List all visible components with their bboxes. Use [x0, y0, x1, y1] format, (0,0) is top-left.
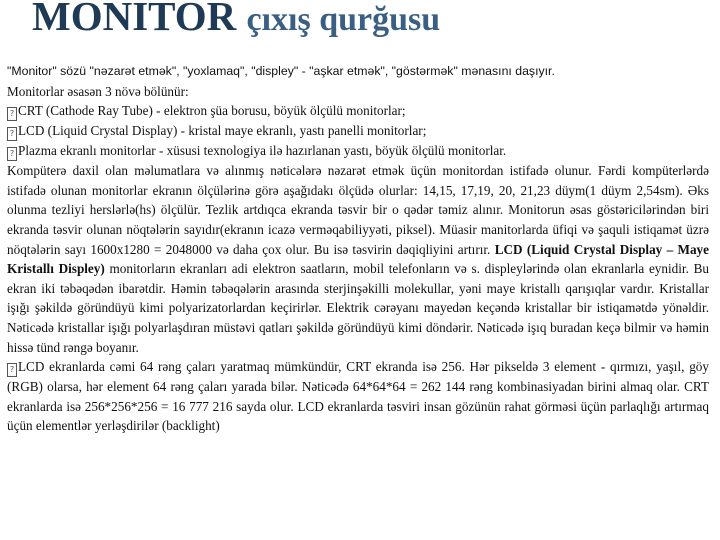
page-title: [32, 0, 440, 44]
classification-text: Monitorlar əsasən 3 növə bölünür:: [7, 83, 189, 99]
bullet-box-icon: ?: [7, 147, 17, 161]
paragraph-main-bold: LCD (Liquid Crystal Display – Maye Kristallı Displey): [7, 241, 709, 277]
bullet-item: [7, 101, 709, 121]
paragraph-main: [7, 161, 709, 357]
bullet-item: [7, 141, 709, 161]
bullet-item: [7, 121, 709, 141]
paragraph-main-start: Kompüterə daxil olan məlumatlara və alınmış nəticələrə nəzarət etmək üçün monitordan istifadə olunur. Fərdi kompüterlərdə istifadə olunan monitorlar ekranın ölçülərinə görə aşağıdakı ölçüdə olurlar: 14,15, 17,19, 20, 21,23 düym(1 düym 2,54sm). Əks olunma tezliyi herslərlə(hs) ölçülür. Tezlik artdıqca ekranda təsvir bir o qədər təmiz alınır. Monitorun əsas göstəricilərindən biri ekranda təsvir olunan nöqtələrin sayıdır(ekranın icazə verməqabiliyyəti, piksel). Müasir manitorlarda üfiqi və şaquli istiqamət üzrə nöqtələrin sayı 1600x1280 = 2048000 və daha çox olur. Bu isə təsvirin dəqiqliyini artırır.: [7, 163, 709, 257]
bullet-text: LCD (Liquid Crystal Display) - kristal maye ekranlı, yastı panelli monitorlar;: [18, 123, 427, 139]
bullet-text: CRT (Cathode Ray Tube) - elektron şüa borusu, böyük ölçülü monitorlar;: [18, 103, 406, 119]
title-sub: çıxış qurğusu: [246, 1, 441, 38]
title-main: MONITOR: [32, 0, 237, 39]
paragraph-lcd-colors: [7, 357, 709, 436]
paragraph-main-end: monitorların ekranları adi elektron saatların, mobil telefonların və s. displeylərində olan ekranlarla eynidir. Bu ekran iki təbəqədən ibarətdir. Həmin təbəqələrin arasında sterjinşəkilli molekullar, yəni maye kristallı qarışıqlar vardır. Kristallar işığı şəkildə göründüyü kimi polyarizatorlardan keçirirlər. Elektrik cərəyanı mayedən keçəndə kristallar bir istiqamətdə yönəldir. Nəticədə kristallar işığı polyarlaşdıran müstəvi qatları şəkildə göründüyü kimi döndərir. Nəticədə işıq buradan keçə bilmir və həmin hissə tünd rəngə boyanır.: [7, 261, 709, 355]
bullet-box-icon: ?: [7, 127, 17, 141]
bullet-text: Plazma ekranlı monitorlar - xüsusi texnologiya ilə hazırlanan yastı, böyük ölçülü monitorlar.: [18, 143, 507, 159]
bullet-box-icon: ?: [7, 363, 17, 377]
document-body: [7, 62, 709, 436]
paragraph-lcd-colors-text: LCD ekranlarda cəmi 64 rəng çaları yaratmaq mümkündür, CRT ekranda isə 256. Hər pikseldə 3 element - qırmızı, yaşıl, göy (RGB) olarsa, hər element 64 rəng çaları yarada bilər. Nəticədə 64*64*64 = 262 144 rəng kombinasiyadan birini almaq olar. CRT ekranlarda isə 256*256*256 = 16 777 216 sayda olur. LCD ekranlarda təsviri insan gözünün rahat görməsi üçün parlaqlığı artırmaq üçün elementlər yerləşdirilər (backlight): [7, 359, 709, 434]
bullet-box-icon: ?: [7, 107, 17, 121]
intro-text: "Monitor" sözü "nəzarət etmək", "yoxlamaq", "displey" - "aşkar etmək", "göstərmək" mənasını daşıyır.: [7, 64, 555, 78]
